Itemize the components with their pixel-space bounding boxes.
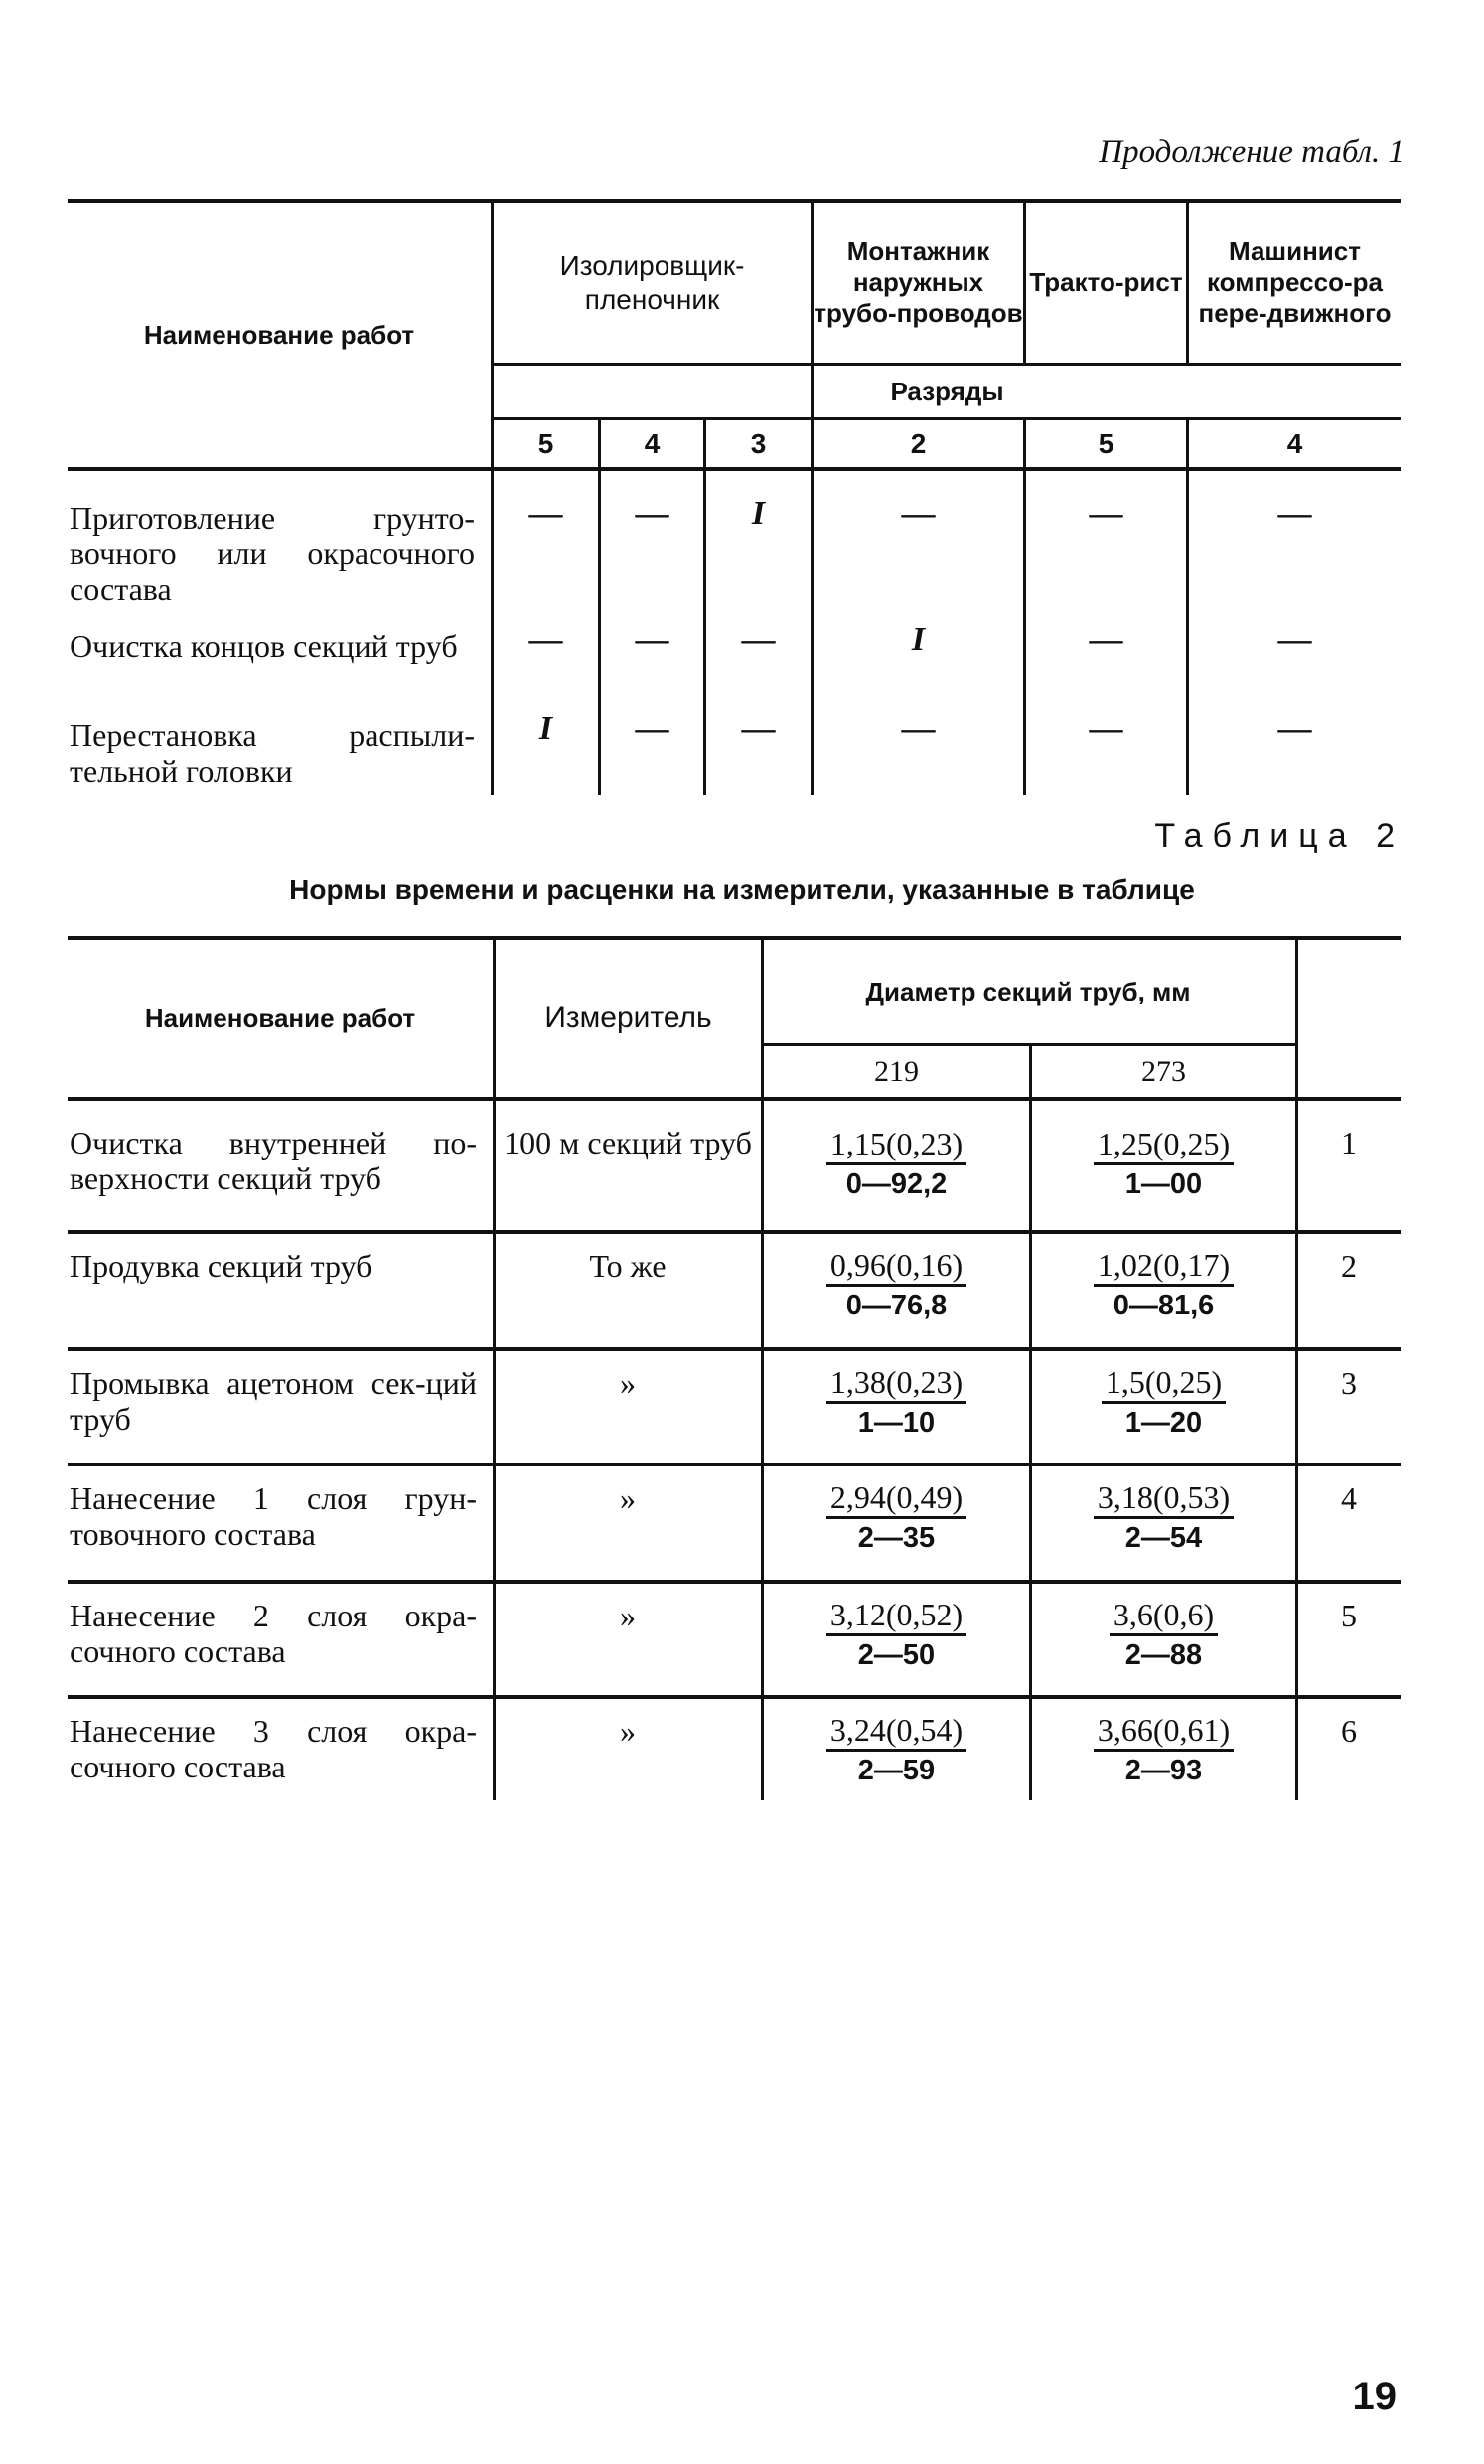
- table-cell: —: [635, 621, 669, 658]
- table-cell: —: [528, 621, 563, 658]
- table-cell: —: [635, 710, 669, 747]
- rate-norm: 1,25(0,25): [1094, 1125, 1234, 1165]
- rule: [68, 1695, 1401, 1699]
- rate-cell: [764, 1363, 1029, 1442]
- rate-price: 1—10: [857, 1407, 936, 1439]
- grade-cell: 2: [910, 427, 927, 459]
- rule: [68, 1580, 1401, 1584]
- table-row-unit: »: [620, 1480, 636, 1516]
- col-header-name: Наименование работ: [143, 319, 415, 350]
- rate-norm: 3,6(0,6): [1110, 1596, 1218, 1636]
- table-cell: —: [635, 495, 669, 532]
- table-cell: —: [1277, 495, 1312, 532]
- grades-header: Разряды: [890, 376, 1004, 406]
- group-header-4: Машинист компрессо-ра пере-движного: [1198, 236, 1392, 328]
- table-row-unit: »: [620, 1713, 636, 1749]
- rate-cell: [1032, 1478, 1295, 1557]
- grade-cell: 4: [644, 427, 661, 459]
- table-row-name: Очистка внутренней по-верхности секций труб: [70, 1125, 477, 1196]
- rate-cell: [764, 1125, 1029, 1203]
- diameter-219: 219: [874, 1054, 919, 1088]
- rate-norm: 3,24(0,54): [826, 1711, 966, 1752]
- rate-norm: 3,66(0,61): [1094, 1711, 1234, 1752]
- continuation-label: Продолжение табл. 1: [1099, 134, 1405, 170]
- group-header-2: Монтажник наружных трубо-проводов: [814, 236, 1023, 328]
- table-cell: I: [911, 621, 926, 658]
- rate-price: 0—76,8: [845, 1290, 948, 1321]
- rate-norm: 3,18(0,53): [1094, 1478, 1234, 1519]
- rate-norm: 1,02(0,17): [1094, 1246, 1234, 1287]
- table-cell: —: [1089, 495, 1123, 532]
- table-cell: I: [538, 710, 553, 747]
- table-cell: —: [1277, 621, 1312, 658]
- rate-price: 2—54: [1124, 1522, 1203, 1554]
- rule: [68, 1463, 1401, 1466]
- rule: [68, 1097, 1401, 1101]
- rate-price: 1—20: [1124, 1407, 1203, 1439]
- row-number: 1: [1341, 1125, 1357, 1160]
- table-cell: —: [901, 710, 936, 747]
- row-number: 6: [1341, 1713, 1357, 1749]
- table-row-name: Приготовление грунто-вочного или окрасочного состава: [70, 500, 475, 607]
- rate-cell: [764, 1596, 1029, 1674]
- rate-cell: [1032, 1711, 1295, 1789]
- group-header-3: Тракто-рист: [1029, 267, 1183, 298]
- rule: [68, 467, 1401, 471]
- rate-cell: [1032, 1596, 1295, 1674]
- rule: [68, 1230, 1401, 1234]
- table-row-name: Нанесение 2 слоя окра-сочного состава: [70, 1598, 477, 1669]
- rate-price: 1—00: [1124, 1168, 1203, 1200]
- grade-cell: 3: [750, 427, 767, 459]
- rate-cell: [764, 1478, 1029, 1557]
- table-row-name: Перестановка распыли-тельной головки: [70, 717, 475, 789]
- rate-norm: 3,12(0,52): [826, 1596, 966, 1636]
- table-row-name: Очистка концов секций труб: [70, 628, 458, 664]
- table-2-title: Таблица 2: [1154, 817, 1405, 854]
- table-row-unit: »: [620, 1365, 636, 1401]
- grade-cell: 5: [1098, 427, 1114, 459]
- page-number: 19: [1352, 2375, 1397, 2418]
- rate-price: 0—92,2: [845, 1168, 948, 1200]
- table-cell: —: [1089, 710, 1123, 747]
- table-cell: —: [741, 710, 776, 747]
- rate-cell: [764, 1711, 1029, 1789]
- col-header-unit: Измеритель: [544, 1001, 712, 1035]
- rate-price: 2—35: [857, 1522, 936, 1554]
- table-row-name: Нанесение 3 слоя окра-сочного состава: [70, 1713, 477, 1784]
- table-cell: —: [528, 495, 563, 532]
- row-number: 2: [1341, 1248, 1357, 1284]
- table-row-name: Промывка ацетоном сек-ций труб: [70, 1365, 477, 1437]
- rate-norm: 1,5(0,25): [1102, 1363, 1226, 1404]
- grade-cell: 4: [1286, 427, 1303, 459]
- table-row-name: Продувка секций труб: [70, 1248, 372, 1284]
- grade-cell: 5: [537, 427, 554, 459]
- table-cell: —: [901, 495, 936, 532]
- rule: [68, 1347, 1401, 1351]
- diameter-273: 273: [1141, 1054, 1186, 1088]
- table-cell: —: [1089, 621, 1123, 658]
- table-2-caption: Нормы времени и расценки на измерители, указанные в таблице: [289, 874, 1195, 905]
- table-row-unit: »: [620, 1598, 636, 1633]
- rate-price: 2—59: [857, 1755, 936, 1786]
- rate-price: 2—88: [1124, 1639, 1203, 1671]
- rate-norm: 2,94(0,49): [826, 1478, 966, 1519]
- rate-cell: [764, 1246, 1029, 1324]
- table-cell: —: [741, 621, 776, 658]
- rate-cell: [1032, 1363, 1295, 1442]
- rate-cell: [1032, 1246, 1295, 1324]
- rate-price: 2—50: [857, 1639, 936, 1671]
- rate-norm: 1,38(0,23): [826, 1363, 966, 1404]
- table-cell: —: [1277, 710, 1312, 747]
- row-number: 5: [1341, 1598, 1357, 1633]
- table-cell: I: [751, 495, 766, 532]
- table-row-name: Нанесение 1 слоя грун-товочного состава: [70, 1480, 477, 1552]
- group-header-1: Изолировщик-пленочник: [559, 250, 745, 315]
- col-header-diameter: Диаметр секций труб, мм: [865, 976, 1191, 1006]
- rate-norm: 1,15(0,23): [826, 1125, 966, 1165]
- rate-norm: 0,96(0,16): [826, 1246, 966, 1287]
- col-header-name: Наименование работ: [144, 1002, 416, 1033]
- rate-price: 0—81,6: [1113, 1290, 1215, 1321]
- row-number: 4: [1341, 1480, 1357, 1516]
- table-row-unit: То же: [589, 1248, 667, 1284]
- rule: [1295, 936, 1298, 1800]
- rate-price: 2—93: [1124, 1755, 1203, 1786]
- row-number: 3: [1341, 1365, 1357, 1401]
- rate-cell: [1032, 1125, 1295, 1203]
- table-row-unit: 100 м секций труб: [504, 1125, 752, 1160]
